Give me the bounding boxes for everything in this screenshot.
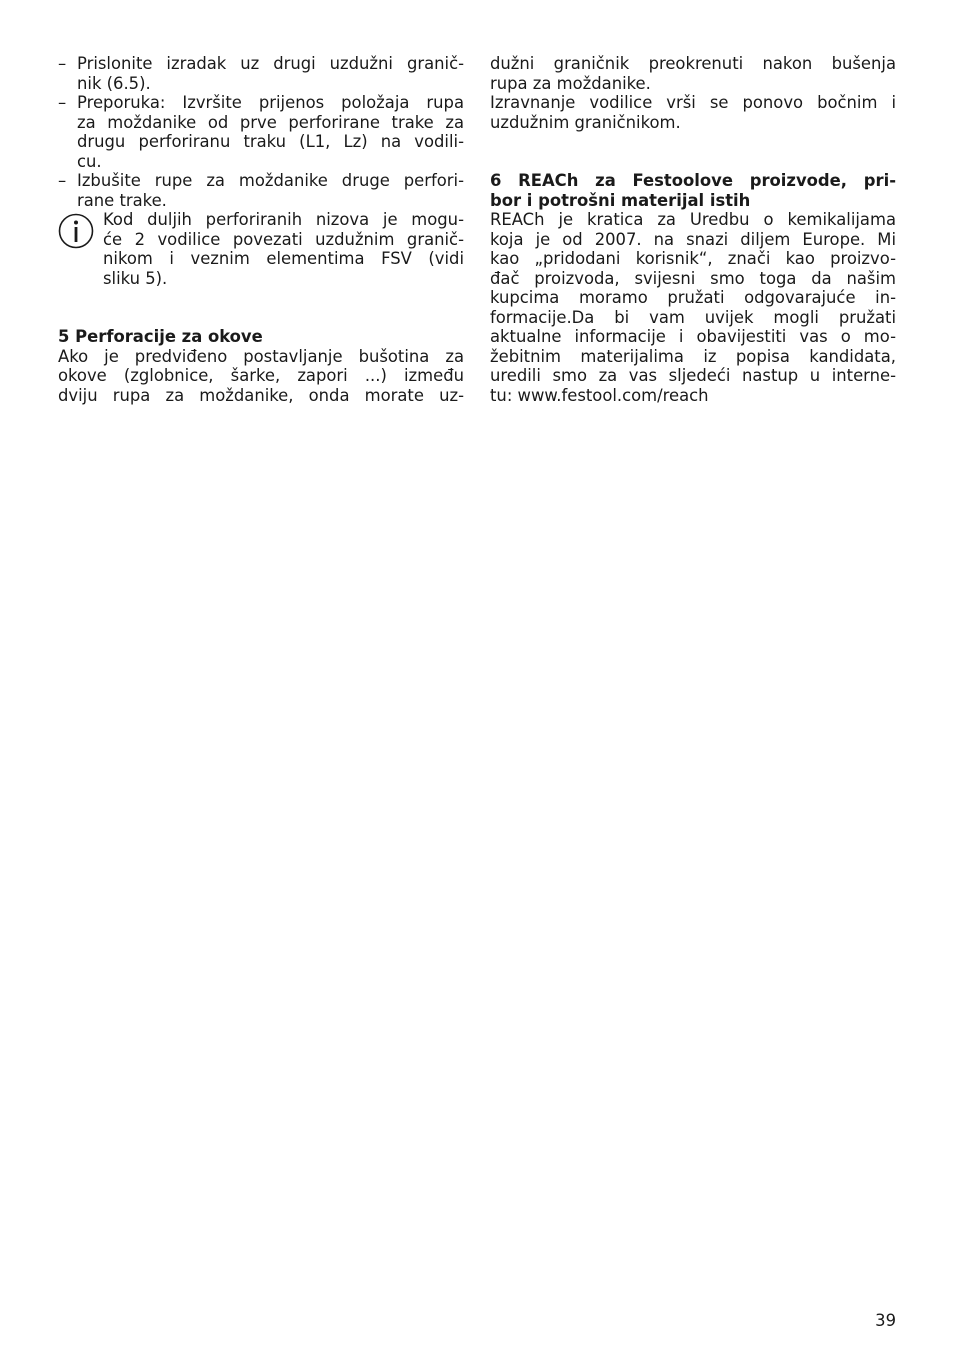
- text-line: Preporuka: Izvršite prijenos položaja rupa: [77, 93, 464, 112]
- text-line: Izbušite rupe za moždanike druge perfori-: [77, 171, 464, 190]
- section-heading: bor i potrošni materijal istih: [490, 190, 751, 210]
- text-line: sliku 5).: [103, 268, 168, 288]
- section-heading: [58, 327, 464, 347]
- text-line: aktualne informacije i obavijestiti vas o mo-: [490, 327, 896, 346]
- text-line: rupa za moždanike.: [490, 73, 651, 93]
- text-line: Ako je predviđeno postavljanje bušotina za: [58, 346, 464, 366]
- text-line: tu: www.festool.com/reach: [490, 385, 709, 405]
- text-line: dviju rupa za moždanike, onda morate uz-: [58, 385, 464, 405]
- text-line: đač proizvoda, svijesni smo toga da našim: [490, 268, 896, 288]
- text-line: uredili smo za vas sljedeći nastup u interne-: [490, 366, 896, 385]
- text-line: uzdužnim graničnikom.: [490, 112, 681, 132]
- info-icon: [58, 213, 94, 249]
- list-dash: –: [58, 171, 67, 190]
- right-column: [490, 54, 896, 405]
- text-line: kao „pridodani korisnik“, znači kao proizvo-: [490, 249, 896, 268]
- text-line: će 2 vodilice povezati uzdužnim granič-: [103, 229, 464, 249]
- section-title: Perforacije za okove: [75, 327, 263, 346]
- text-line: žebitnim materijalima iz popisa kandidata,: [490, 346, 896, 366]
- text-line: dužni graničnik preokrenuti nakon bušenja: [490, 54, 896, 73]
- text-line: okove (zglobnice, šarke, zapori ...) između: [58, 366, 464, 385]
- list-item: [58, 171, 464, 210]
- text-line: nikom i veznim elementima FSV (vidi: [103, 249, 464, 268]
- page-number: 39: [875, 1311, 896, 1330]
- list-item: [58, 54, 464, 93]
- text-line: cu.: [77, 151, 102, 171]
- text-line: kupcima moramo pružati odgovarajuće in-: [490, 288, 896, 307]
- text-line: Prislonite izradak uz drugi uzdužni granič-: [77, 54, 464, 73]
- text-line: za moždanike od prve perforirane trake za: [77, 112, 464, 132]
- text-line: REACh je kratica za Uredbu o kemikalijama: [490, 210, 896, 229]
- text-line: rane trake.: [77, 190, 167, 210]
- section-number: 5: [58, 327, 70, 346]
- text-line: Izravnanje vodilice vrši se ponovo bočnim i: [490, 93, 896, 112]
- text-line: nik (6.5).: [77, 73, 151, 93]
- list-dash: –: [58, 93, 67, 112]
- left-column: [58, 54, 464, 405]
- list-dash: –: [58, 54, 67, 73]
- text-line: formacije.Da bi vam uvijek mogli pružati: [490, 307, 896, 327]
- text-line: koja je od 2007. na snazi diljem Europe. Mi: [490, 229, 896, 249]
- info-note: [58, 210, 464, 288]
- section-heading: 6 REACh za Festoolove proizvode, pri-: [490, 171, 896, 190]
- text-line: drugu perforiranu traku (L1, Lz) na vodili-: [77, 132, 464, 151]
- text-line: Kod duljih perforiranih nizova je mogu-: [103, 210, 464, 229]
- list-item: [58, 93, 464, 171]
